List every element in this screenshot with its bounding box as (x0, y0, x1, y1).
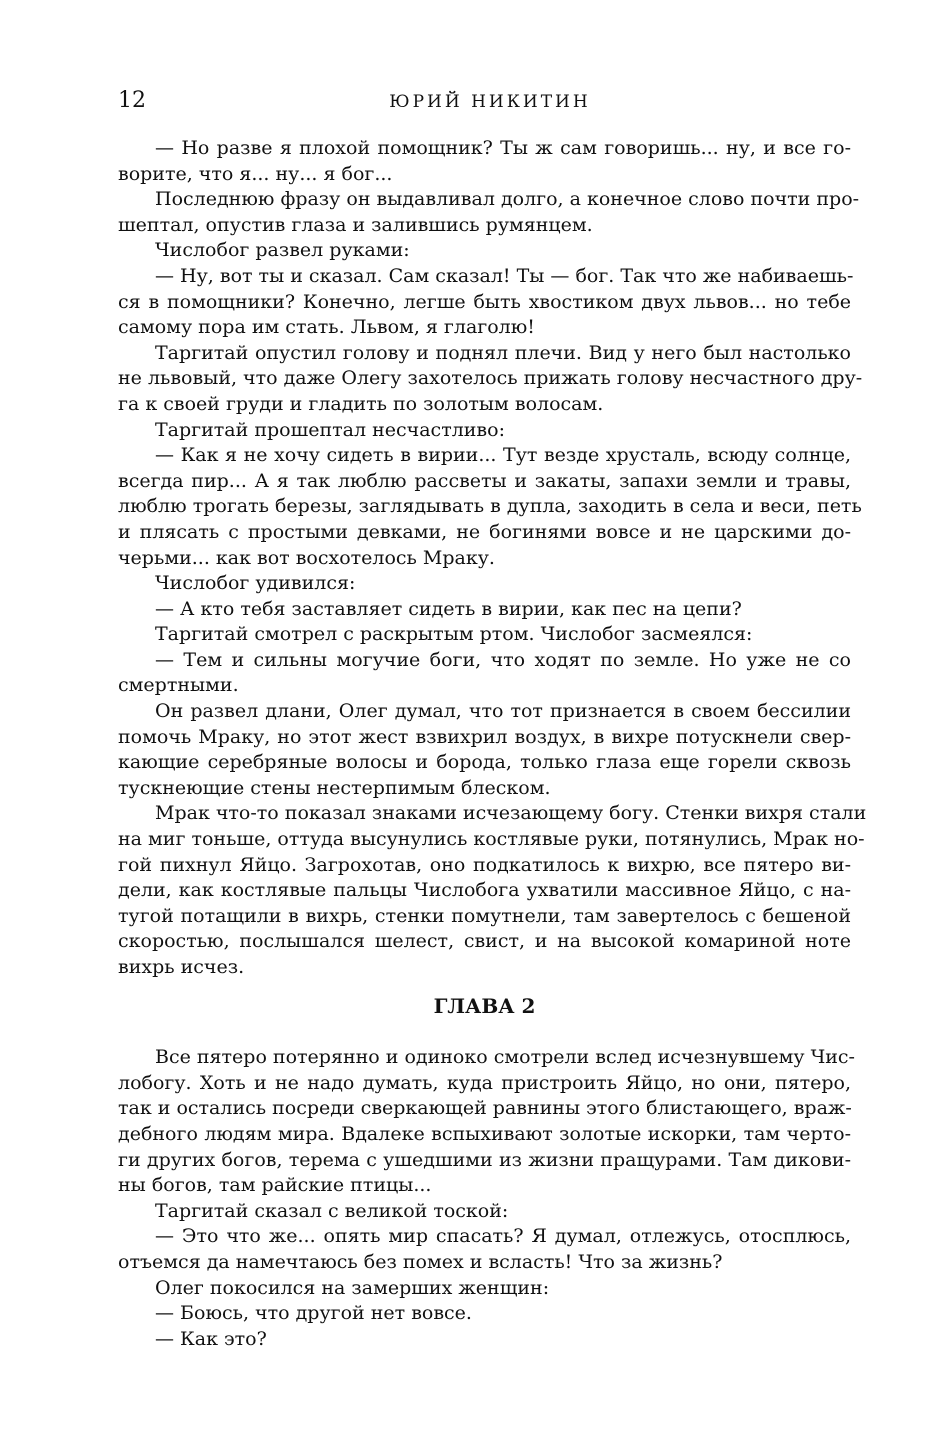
paragraph (118, 418, 851, 444)
text-line: — Как я не хочу сидеть в вирии... Тут везде хрусталь, всюду солнце, (155, 444, 851, 467)
text-line: лобогу. Хоть и не надо думать, куда пристроить Яйцо, но они, пятеро, (118, 1071, 851, 1094)
paragraph (118, 597, 851, 623)
text-line: — Это что же... опять мир спасать? Я думал, отлежусь, отосплюсь, (155, 1225, 851, 1248)
text-line: Он развел длани, Олег думал, что тот признается в своем бессилии (155, 700, 851, 723)
paragraph (118, 341, 863, 418)
text-line: ворите, что я... ну... я бог... (118, 162, 393, 185)
paragraph (118, 187, 860, 238)
text-line: Последнюю фразу он выдавливал долго, а конечное слово почти про- (155, 188, 860, 211)
text-line: Таргитай смотрел с раскрытым ртом. Числобог засмеялся: (155, 623, 753, 646)
text-line: и плясать с простыми девками, не богинями вовсе и не царскими до- (118, 520, 851, 543)
text-line: скоростью, послышался шелест, свист, и на высокой комариной ноте (118, 930, 851, 953)
text-line: — Боюсь, что другой нет вовсе. (155, 1302, 472, 1325)
text-line: тугой потащили в вихрь, стенки помутнели, там завертелось с бешеной (118, 904, 851, 927)
text-line: дебного людям мира. Вдалеке вспыхивают золотые искорки, там черто- (118, 1122, 851, 1145)
text-line: так и остались посреди сверкающей равнины этого блистающего, враж- (118, 1097, 852, 1120)
paragraph (118, 622, 851, 648)
text-line: Таргитай прошептал несчастливо: (155, 418, 505, 441)
text-line: на миг тоньше, оттуда высунулись костлявые руки, потянулись, Мрак но- (118, 828, 865, 851)
text-line: помочь Мраку, но этот жест взвихрил воздух, в вихре потускнели свер- (118, 725, 851, 748)
text-line: ги других богов, терема с ушедшими из жизни пращурами. Там дикови- (118, 1148, 851, 1171)
text-line: — Как это? (155, 1327, 267, 1350)
running-header-author: ЮРИЙ НИКИТИН (389, 92, 591, 112)
text-line: черьми... как вот восхотелось Мраку. (118, 546, 495, 569)
paragraph (118, 264, 854, 341)
paragraph (118, 648, 851, 699)
text-line: Числобог удивился: (155, 572, 356, 595)
page-number: 12 (118, 88, 146, 113)
paragraph (118, 136, 851, 187)
text-line: вихрь исчез. (118, 956, 245, 978)
text-line: самому пора им стать. Львом, я глаголю! (118, 316, 535, 339)
paragraph (118, 238, 851, 264)
paragraph (118, 1045, 855, 1199)
text-line: гой пихнул Яйцо. Загрохотав, оно подкатилось к вихрю, все пятеро ви- (118, 853, 851, 876)
paragraph (118, 571, 851, 597)
paragraph (118, 1301, 851, 1327)
paragraph (118, 801, 867, 980)
text-line: не львовый, что даже Олегу захотелось прижать голову несчастного дру- (118, 367, 863, 390)
text-line: Таргитай опустил голову и поднял плечи. Вид у него был настолько (155, 341, 851, 364)
text-line: — Ну, вот ты и сказал. Сам сказал! Ты — бог. Так что же набиваешь- (155, 264, 854, 287)
text-line: люблю трогать березы, заглядывать в дупла, заходить в села и веси, петь (118, 495, 862, 518)
text-line: шептал, опустив глаза и залившись румянцем. (118, 213, 593, 236)
paragraph (118, 443, 862, 571)
text-line: тускнеющие стены нестерпимым блеском. (118, 776, 551, 799)
text-line: — Тем и сильны могучие боги, что ходят по земле. Но уже не со (155, 648, 851, 671)
text-line: Таргитай сказал с великой тоской: (155, 1199, 509, 1222)
page-body-text (118, 136, 867, 1352)
text-line: смертными. (118, 674, 239, 697)
text-line: Все пятеро потерянно и одиноко смотрели вслед исчезнувшему Чис- (155, 1046, 855, 1069)
text-line: Мрак что-то показал знаками исчезающему богу. Стенки вихря стали (155, 802, 867, 825)
text-line: га к своей груди и гладить по золотым волосам. (118, 392, 604, 415)
text-line: ны богов, там райские птицы... (118, 1174, 432, 1197)
text-line: кающие серебряные волосы и борода, только глаза еще горели сквозь (118, 751, 851, 774)
paragraph (118, 1327, 851, 1353)
paragraph (118, 1224, 851, 1275)
text-line: отъемся да намечтаюсь без помех и всласть! Что за жизнь? (118, 1250, 723, 1273)
text-line: дели, как костлявые пальцы Числобога ухватили массивное Яйцо, с на- (118, 879, 851, 902)
text-line: — А кто тебя заставляет сидеть в вирии, как пес на цепи? (155, 597, 742, 620)
paragraph (118, 1276, 851, 1302)
paragraph (118, 699, 851, 801)
text-line: Олег покосился на замерших женщин: (155, 1276, 550, 1299)
text-line: всегда пир... А я так люблю рассветы и закаты, запахи земли и травы, (118, 469, 851, 492)
chapter-heading: ГЛАВА 2 (433, 993, 536, 1018)
text-line: ся в помощники? Конечно, легше быть хвостиком двух львов... но тебе (118, 290, 851, 313)
text-line: — Но разве я плохой помощник? Ты ж сам говоришь... ну, и все го- (155, 137, 851, 159)
paragraph (118, 1199, 851, 1225)
text-line: Числобог развел руками: (155, 239, 410, 262)
